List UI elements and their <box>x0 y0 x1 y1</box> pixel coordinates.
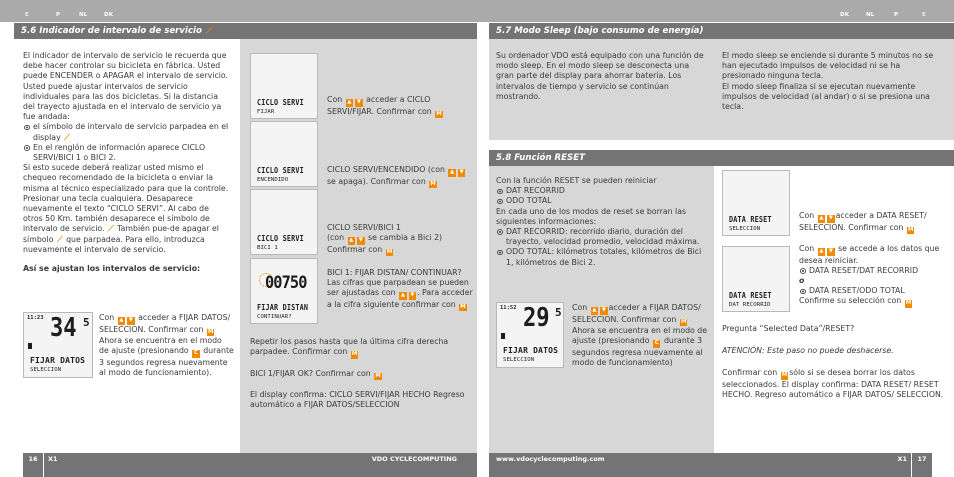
rr1a: Con <box>799 211 815 220</box>
lcd-ciclo-servi-bici1 <box>250 189 318 255</box>
lcd-line2: BICI 1 <box>257 245 278 251</box>
step1-text-d: durante 3 segundos regresa nuevamente al modo de funcionamiento). <box>99 346 234 377</box>
m-button-icon: M <box>436 110 442 117</box>
c2s1b: acceder a CICLO SERVI/FIJAR. Confirmar con <box>327 95 432 116</box>
up-button-icon: ▲ <box>819 248 824 254</box>
page-number-right: 17 <box>912 453 932 477</box>
wrench-icon: ⟋ <box>205 26 212 35</box>
lang-p-right: P <box>894 12 899 18</box>
reset-intro: Con la función RESET se pueden reiniciar <box>496 176 657 185</box>
lcd-ciclo-servi-fijar <box>250 53 318 119</box>
paragraph-check-text-c: que parpadea. Para ello, introduzca nuevamente el intervalo de servicio. <box>23 234 205 254</box>
c2s4b: . Para acceder a la cifra siguiente confirmar con <box>327 288 473 309</box>
reset-option-dat: DATA RESET/DAT RECORRID <box>799 266 949 276</box>
c-button-icon: C <box>654 340 659 347</box>
footer-url: www.vdocyclecomputing.com <box>496 455 605 463</box>
lang-nl-right: NL <box>866 12 875 18</box>
reset-option-odo: DATA RESET/ODO TOTAL <box>799 286 949 296</box>
lcd-line2: FIJAR <box>257 109 275 115</box>
rr2-confirm-text: Confirme su selección con <box>799 296 902 306</box>
bullet-info-line: En el renglón de información aparece CICLO SERVI/BICI 1 o BICI 2. <box>23 143 231 163</box>
m-button-icon: M <box>386 248 393 255</box>
c2s4a: BICI 1: FIJAR DISTAN/ CONTINUAR? Las cifras que parpadean se pueden ser ajustadas con <box>327 268 469 298</box>
section-title-text: 5.6 Indicador de intervalo de servicio <box>21 26 202 36</box>
footer-model-left: X1 <box>48 455 58 463</box>
lcd-line2: SELECCION <box>30 367 62 373</box>
sleep-right-text <box>722 51 944 112</box>
top-bar-right <box>477 0 954 22</box>
c2s3c: se cambia a Bici 2) <box>368 233 443 243</box>
down-button-icon: ▼ <box>128 317 133 323</box>
lcd-speed-decimal: 5 <box>555 306 562 319</box>
paragraph-check <box>23 163 231 255</box>
m-button-icon: M <box>905 300 912 307</box>
reset-p2: En cada uno de los modos de reset se borran las siguientes informaciones: <box>496 206 687 226</box>
reset-right-step1 <box>799 211 947 234</box>
c2s3-line2 <box>327 233 473 245</box>
lang-dk-right: DK <box>840 12 850 18</box>
final-paragraph: El display confirma: CICLO SERVI/FIJAR HECHO Regreso automático a FIJAR DATOS/SELECCION <box>250 390 465 410</box>
up-button-icon: ▲ <box>347 99 352 105</box>
repeat-paragraph <box>250 337 470 359</box>
col1-text <box>23 51 231 274</box>
step1-text-c: Ahora se encuentra en el modo de ajuste (presionando <box>99 336 222 356</box>
lcd-bike-icon <box>28 343 32 349</box>
lcd-line1: DATA RESET <box>729 215 772 224</box>
down-button-icon: ▼ <box>410 292 415 299</box>
col2-step4 <box>327 268 473 311</box>
repeat-text: Repetir los pasos hasta que la última cifra derecha parpadee. Confirmar con <box>250 337 449 357</box>
page-number-left: 16 <box>23 453 43 477</box>
reset-confirm <box>722 368 947 400</box>
c2s3b: (con <box>327 233 345 243</box>
rr2-confirm <box>799 296 949 308</box>
lang-e-left: E <box>25 12 29 18</box>
rs1c: Ahora se encuentra en el modo de ajuste (presionando <box>572 326 708 346</box>
col2-final <box>250 337 470 411</box>
rr1b: acceder a DATA RESET/ SELECCION. Confirmar con <box>799 211 927 232</box>
rs1b: acceder a FIJAR DATOS/ SELECCION. Confirmar con <box>572 303 701 324</box>
lcd-line1: CICLO SERVI <box>257 166 304 175</box>
down-button-icon: ▼ <box>828 248 833 254</box>
up-button-icon: ▲ <box>400 292 405 299</box>
c2s1a: Con <box>327 95 343 104</box>
m-button-icon: M <box>460 303 466 310</box>
intro-paragraph: El indicador de intervalo de servicio le recuerda que debe hacer controlar su bicicleta en fábrica. Usted puede ENCENDER o APAGAR el intervalo de servicio. Usted puede ajustar intervalos de servicio individuales para las dos bicicletas. Si la distancia del trayecto ajustada en el intervalo de servicio ya fue andada: <box>23 51 229 122</box>
down-button-icon: ▼ <box>356 99 361 105</box>
lang-e-right: E <box>922 12 926 18</box>
reset-left-text <box>496 176 708 268</box>
reset-or: o <box>799 275 805 285</box>
up-button-icon: ▲ <box>592 307 597 313</box>
reset-bullet-dat: DAT RECORRID <box>496 186 708 196</box>
lcd-bike-icon <box>501 333 505 339</box>
rr2a: Con <box>799 244 815 253</box>
footer-model-right: X1 <box>897 455 907 463</box>
reset-bullet-dat-desc: DAT RECORRID: recorrido diario, duración del trayecto, velocidad promedio, velocidad máxima. <box>496 227 708 247</box>
lcd-time: 11:23 <box>27 315 44 321</box>
rs1a: Con <box>572 303 588 312</box>
lcd-ciclo-servi-encendido <box>250 121 318 187</box>
ok-paragraph <box>250 369 470 381</box>
reset-step1 <box>572 303 710 368</box>
step1-text <box>99 313 234 378</box>
subhead-service: Así se ajustan los intervalos de servicio: <box>23 264 201 274</box>
sleep-right2: El modo sleep finaliza si se ejecutan nuevamente impulsos de velocidad (al andar) o si se presiona una tecla. <box>722 81 930 112</box>
c2s3a: CICLO SERVI/BICI 1 <box>327 223 401 232</box>
section-title-5-6 <box>14 23 477 39</box>
c2s3-line3 <box>327 245 473 257</box>
col2-step1 <box>327 95 473 118</box>
reset-bullet-odo-desc: ODO TOTAL: kilómetros totales, kilómetros de Bici 1, kilómetros de Bici 2. <box>496 247 708 267</box>
lcd-reset-fijar-datos <box>496 302 564 368</box>
lcd-line1: FIJAR DATOS <box>503 346 559 355</box>
reset-right-final <box>722 324 947 400</box>
up-button-icon: ▲ <box>119 317 124 323</box>
c2s2b: se apaga). Confirmar con <box>327 176 426 186</box>
m-button-icon: M <box>207 328 214 335</box>
footer-left <box>44 453 477 477</box>
bullet-symbol-blinks <box>23 122 231 142</box>
footer-right <box>489 453 911 477</box>
lcd-line1: FIJAR DISTAN <box>257 303 309 312</box>
reset-warning: ATENCIÓN: Este paso no puede deshacerse. <box>722 346 894 356</box>
section-title-5-8: 5.8 Función RESET <box>489 150 954 166</box>
c2s2a: CICLO SERVI/ENCENDIDO (con <box>327 165 445 174</box>
lcd-line2: DAT RECORRID <box>729 302 771 308</box>
col2-step2 <box>327 165 473 188</box>
wrench-icon: ⟋ <box>64 132 70 142</box>
lcd-speed: 34 <box>50 313 77 343</box>
lcd-line2: CONTINUAR? <box>257 314 292 320</box>
bullet-text: el símbolo de intervalo de servicio parpadea en el display <box>33 122 229 142</box>
lcd-time: 11:52 <box>500 305 517 311</box>
col2-step3 <box>327 223 473 256</box>
m-button-icon: M <box>680 318 687 325</box>
reset-question: Pregunta “Selected Data”/RESET? <box>722 324 855 333</box>
ok-text: BICI 1/FIJAR OK? Confirmar con <box>250 368 371 378</box>
lcd-fijar-distan <box>250 258 318 324</box>
sleep-right1: El modo sleep se enciende si durante 5 minutos no se han ejecutado impulsos de velocidad ni se ha presionado ninguna tecla. <box>722 51 934 81</box>
reset-confirm-b: sólo si se desea borrar los datos seleccionados. El display confirma: DATA RESET/ RESET HECHO. Regreso automático a FIJAR DATOS/ SELECCION. <box>722 368 944 400</box>
lcd-line2: ENCENDIDO <box>257 177 289 183</box>
wrench-icon: ⟋ <box>56 234 63 244</box>
wrench-icon: ⟋ <box>108 224 114 234</box>
lcd-line2: SELECCION <box>729 226 761 232</box>
down-button-icon: ▼ <box>828 215 833 221</box>
reset-bullet-odo: ODO TOTAL <box>496 196 708 206</box>
lcd-line1: FIJAR DATOS <box>30 356 86 365</box>
down-button-icon: ▼ <box>358 237 363 244</box>
sleep-left-text: Su ordenador VDO está equipado con una función de modo sleep. En el modo sleep se desconecta una gran parte del display para ahorrar batería. Los intervalos de tiempo y servicio se continúan mostrando. <box>496 51 704 101</box>
c-button-icon: C <box>193 350 198 357</box>
rr2 <box>799 244 949 266</box>
rr2b: se accede a los datos que desea reiniciar. <box>799 244 940 265</box>
lang-p-left: P <box>56 12 61 18</box>
reset-right-step2 <box>799 244 949 308</box>
step1-text-b: acceder a FIJAR DATOS/ SELECCION. Confirmar con <box>99 313 231 334</box>
c2s3d: Confirmar con <box>327 244 383 254</box>
m-button-icon: M <box>351 351 358 358</box>
paragraph-check-text: Si esto sucede deberá realizar usted mismo el chequeo recomendado de la bicicleta o enviar la misma al técnico especializado para que la controle. Presionar una tecla cualquiera. Desaparece nuevamente el texto “CICLO SERVI”. Al cabo de otros 50 Km. también desaparece el símbolo de intervalo de servicio. <box>23 163 229 234</box>
m-button-icon: M <box>430 180 436 187</box>
lcd-data-reset-seleccion <box>722 170 790 236</box>
lcd-line2: SELECCION <box>503 357 535 363</box>
m-button-icon: M <box>907 226 914 233</box>
lcd-display-fijar-datos <box>23 312 93 378</box>
paragraph-check-text-b: También pue-de apagar el símbolo <box>23 224 219 244</box>
lcd-line1: DATA RESET <box>729 291 772 300</box>
step1-text-a: Con <box>99 313 115 322</box>
reset-confirm-a: Confirmar con <box>722 368 778 378</box>
down-button-icon: ▼ <box>459 169 464 175</box>
lcd-line1: CICLO SERVI <box>257 234 304 243</box>
up-button-icon: ▲ <box>450 169 455 175</box>
section-title-5-7: 5.7 Modo Sleep (bajo consumo de energía) <box>489 23 954 39</box>
down-button-icon: ▼ <box>601 307 606 313</box>
m-button-icon: M <box>375 372 381 379</box>
col1-step1 <box>99 313 234 378</box>
lcd-data-reset-dat-recorrid <box>722 246 790 312</box>
lcd-distance: 00750 <box>265 273 307 293</box>
m-button-icon: M <box>781 372 788 379</box>
top-bar-left <box>0 0 477 22</box>
lcd-speed: 29 <box>523 303 550 333</box>
lcd-line1: CICLO SERVI <box>257 98 304 107</box>
rs1d: durante 3 segundos regresa nuevamente al modo de funcionamiento) <box>572 336 703 367</box>
lcd-speed-decimal: 5 <box>83 316 90 329</box>
up-button-icon: ▲ <box>819 215 824 221</box>
lang-dk-left: DK <box>104 12 114 18</box>
up-button-icon: ▲ <box>349 237 354 244</box>
footer-brand: VDO CYCLECOMPUTING <box>371 455 457 463</box>
lang-nl-left: NL <box>79 12 88 18</box>
